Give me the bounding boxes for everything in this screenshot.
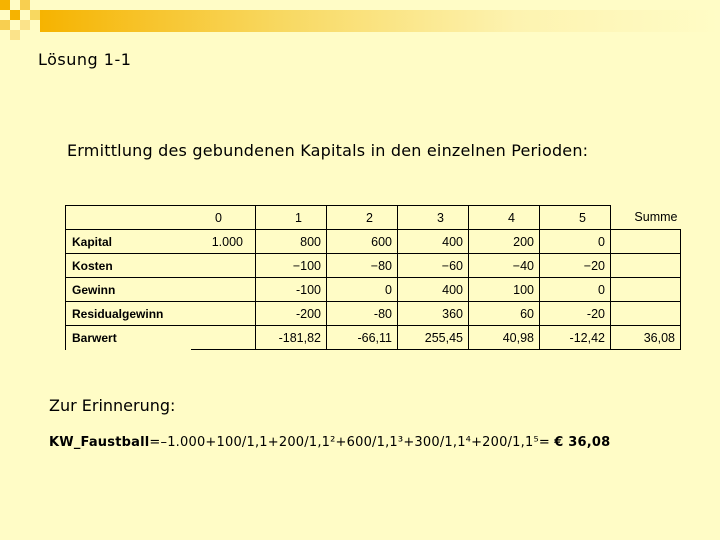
table-cell: 360: [398, 302, 469, 326]
slide-title: Lösung 1-1: [38, 50, 132, 69]
deco-square: [10, 30, 20, 40]
deco-square: [20, 0, 30, 10]
table-cell: 0: [540, 278, 611, 302]
table-cell: 600: [327, 230, 398, 254]
table-row: [66, 326, 681, 350]
row-label: Gewinn: [66, 278, 191, 302]
table-cell: -100: [256, 278, 327, 302]
header-period-5: 5: [540, 206, 611, 230]
table-cell: -20: [540, 302, 611, 326]
table-cell: 60: [469, 302, 540, 326]
table-cell: [191, 278, 256, 302]
table-cell: 0: [540, 230, 611, 254]
table-cell: 1.000: [191, 230, 256, 254]
table-cell: -12,42: [540, 326, 611, 350]
table-row: [66, 302, 681, 326]
row-label: Residualgewinn: [66, 302, 191, 326]
table-cell: -200: [256, 302, 327, 326]
header-period-0: 0: [191, 206, 256, 230]
table-cell: −80: [327, 254, 398, 278]
table-cell: −60: [398, 254, 469, 278]
table-cell: −20: [540, 254, 611, 278]
deco-square: [0, 0, 10, 10]
table-cell: [191, 302, 256, 326]
formula: [49, 435, 610, 450]
table-cell: [611, 254, 681, 278]
header-period-2: 2: [327, 206, 398, 230]
deco-square: [0, 20, 10, 30]
table-cell: 0: [327, 278, 398, 302]
table-cell: [611, 278, 681, 302]
table-row: [66, 254, 681, 278]
row-label: Kapital: [66, 230, 191, 254]
table-cell: [191, 254, 256, 278]
deco-square: [10, 10, 20, 20]
table-cell: -66,11: [327, 326, 398, 350]
table-cell: 40,98: [469, 326, 540, 350]
row-label: Barwert: [66, 326, 191, 350]
header-period-4: 4: [469, 206, 540, 230]
reminder-title: Zur Erinnerung:: [49, 396, 176, 415]
table-cell: 36,08: [611, 326, 681, 350]
row-label: Kosten: [66, 254, 191, 278]
formula-body: =–1.000+100/1,1+200/1,1²+600/1,1³+300/1,1⁴+200/1,1⁵=: [149, 435, 555, 450]
formula-label: KW_Faustball: [49, 435, 150, 450]
table-cell: [611, 302, 681, 326]
table-cell: -80: [327, 302, 398, 326]
table-cell: −100: [256, 254, 327, 278]
table-cell: 200: [469, 230, 540, 254]
table-cell: 400: [398, 230, 469, 254]
header-period-1: 1: [256, 206, 327, 230]
header-label-cell: [66, 206, 191, 230]
table-cell: −40: [469, 254, 540, 278]
deco-square: [30, 10, 40, 20]
deco-square: [20, 20, 30, 30]
table-header-row: [66, 206, 681, 230]
header-period-3: 3: [398, 206, 469, 230]
table-cell: [611, 230, 681, 254]
table-cell: 400: [398, 278, 469, 302]
table-row: [66, 278, 681, 302]
table-cell: 100: [469, 278, 540, 302]
header-sum: Summe: [634, 210, 678, 225]
table-cell: -181,82: [256, 326, 327, 350]
section-title: Ermittlung des gebundenen Kapitals in den einzelnen Perioden:: [67, 141, 589, 160]
formula-result: € 36,08: [554, 435, 611, 450]
capital-table: [65, 205, 681, 350]
table-cell: [191, 326, 256, 350]
header-gradient-bar: [40, 10, 720, 32]
table-row: [66, 230, 681, 254]
table-cell: 255,45: [398, 326, 469, 350]
table-cell: 800: [256, 230, 327, 254]
